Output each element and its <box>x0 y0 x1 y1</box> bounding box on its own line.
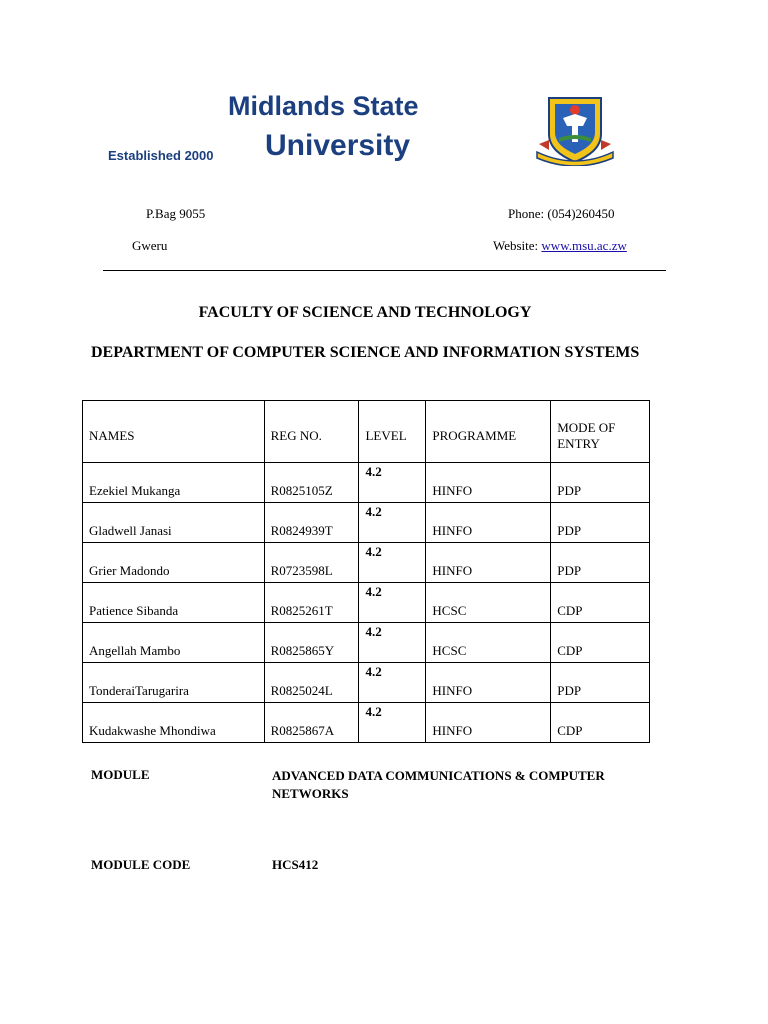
student-programme: HINFO <box>426 463 551 503</box>
student-level: 4.2 <box>365 664 382 679</box>
header-reg-no: REG NO. <box>264 401 359 463</box>
student-name: Ezekiel Mukanga <box>83 463 265 503</box>
student-level-cell <box>359 583 426 623</box>
student-reg-no: R0723598L <box>264 543 359 583</box>
student-mode: PDP <box>551 543 650 583</box>
student-mode: PDP <box>551 503 650 543</box>
module-code: HCS412 <box>272 857 319 872</box>
student-programme: HCSC <box>426 583 551 623</box>
students-table <box>82 400 650 743</box>
student-reg-no: R0825867A <box>264 703 359 743</box>
student-mode: CDP <box>551 623 650 663</box>
student-name: Patience Sibanda <box>83 583 265 623</box>
student-mode: PDP <box>551 463 650 503</box>
student-name: Gladwell Janasi <box>83 503 265 543</box>
header-level: LEVEL <box>359 401 426 463</box>
address-pbag: P.Bag 9055 <box>146 206 206 221</box>
student-level: 4.2 <box>365 584 382 599</box>
student-reg-no: R0825261T <box>264 583 359 623</box>
established-text: Established 2000 <box>108 148 214 163</box>
table-row <box>83 463 650 503</box>
student-level-cell <box>359 543 426 583</box>
student-mode: CDP <box>551 583 650 623</box>
address-city: Gweru <box>132 238 168 253</box>
table-row <box>83 503 650 543</box>
table-row <box>83 543 650 583</box>
website-label: Website: <box>493 238 542 253</box>
student-level: 4.2 <box>365 624 382 639</box>
header-programme: PROGRAMME <box>426 401 551 463</box>
student-programme: HINFO <box>426 703 551 743</box>
table-row <box>83 623 650 663</box>
student-level: 4.2 <box>365 464 382 479</box>
header-names: NAMES <box>83 401 265 463</box>
phone-number: Phone: (054)260450 <box>508 206 615 221</box>
student-name: TonderaiTarugarira <box>83 663 265 703</box>
student-name: Angellah Mambo <box>83 623 265 663</box>
student-programme: HCSC <box>426 623 551 663</box>
university-name-line1: Midlands State <box>228 91 419 121</box>
table-row <box>83 663 650 703</box>
website-line <box>493 238 627 254</box>
student-programme: HINFO <box>426 543 551 583</box>
student-mode: CDP <box>551 703 650 743</box>
student-level-cell <box>359 663 426 703</box>
table-header-row <box>83 401 650 463</box>
university-crest-logo <box>533 96 617 166</box>
faculty-heading: FACULTY OF SCIENCE AND TECHNOLOGY <box>198 304 532 321</box>
student-programme: HINFO <box>426 503 551 543</box>
student-level-cell <box>359 703 426 743</box>
table-row <box>83 583 650 623</box>
student-name: Grier Madondo <box>83 543 265 583</box>
student-reg-no: R0825024L <box>264 663 359 703</box>
student-mode: PDP <box>551 663 650 703</box>
student-programme: HINFO <box>426 663 551 703</box>
table-row <box>83 703 650 743</box>
student-reg-no: R0824939T <box>264 503 359 543</box>
student-reg-no: R0825865Y <box>264 623 359 663</box>
university-name-line2: University <box>265 129 411 162</box>
student-reg-no: R0825105Z <box>264 463 359 503</box>
module-code-label: MODULE CODE <box>91 857 191 872</box>
student-level: 4.2 <box>365 544 382 559</box>
module-label: MODULE <box>91 767 150 782</box>
student-level-cell <box>359 623 426 663</box>
header-divider <box>103 270 666 271</box>
student-level: 4.2 <box>365 704 382 719</box>
student-level-cell <box>359 463 426 503</box>
student-level: 4.2 <box>365 504 382 519</box>
module-name: ADVANCED DATA COMMUNICATIONS & COMPUTER NETWORKS <box>272 768 605 801</box>
department-heading: DEPARTMENT OF COMPUTER SCIENCE AND INFORMATION SYSTEMS <box>91 344 640 361</box>
website-link[interactable]: www.msu.ac.zw <box>541 238 627 253</box>
student-level-cell <box>359 503 426 543</box>
student-name: Kudakwashe Mhondiwa <box>83 703 265 743</box>
header-mode-of-entry: MODE OF ENTRY <box>551 401 650 463</box>
